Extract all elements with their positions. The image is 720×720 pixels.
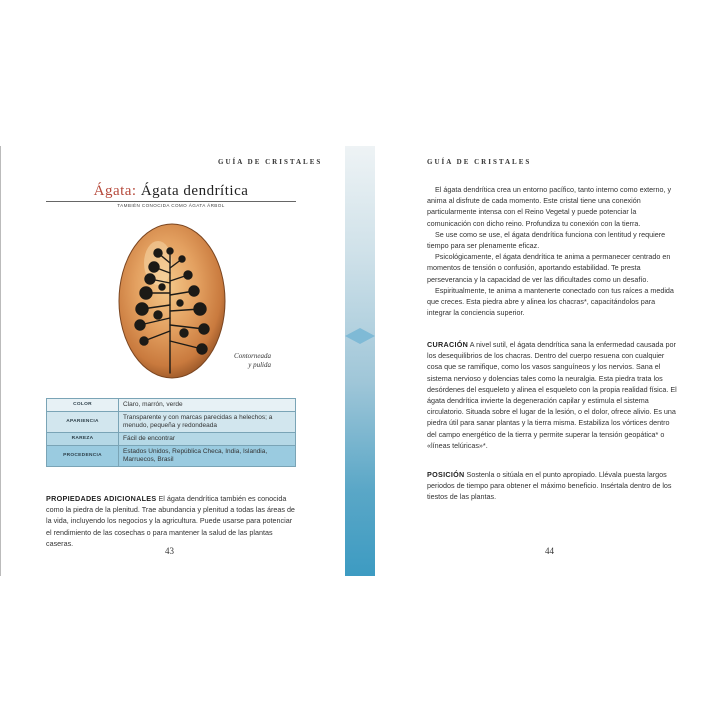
additional-text: El ágata dendrítica también es conocida como la piedra de la plenitud. Trae abundancia y plenitud a todas las áreas de la vida, incluyendo los negocios y la agricultura. Puede usarse para potenciar el rendimiento de las cosechas o para mantener la salud de las plantas caseras. xyxy=(46,494,295,548)
page-title xyxy=(46,182,296,202)
right-page xyxy=(375,146,720,576)
properties-table xyxy=(46,398,296,467)
gutter-band xyxy=(345,146,375,576)
property-label: RAREZA xyxy=(47,433,119,446)
healing-section xyxy=(427,339,677,451)
property-label: COLOR xyxy=(47,399,119,412)
property-value: Claro, marrón, verde xyxy=(119,399,296,412)
property-label: PROCEDENCIA xyxy=(47,446,119,467)
image-caption: Contorneada y pulida xyxy=(234,352,271,369)
intro-text: El ágata dendrítica crea un entorno pacífico, tanto interno como externo, y anima al disfrute de cada momento. Este cristal tiene una conexión particularmente intensa con el Reino Vegetal y puede potenciar la comunicación con dicho reino. Profundiza tu conexión con la tierra. Se use como se use, el ágata dendrítica funciona con lentitud y requiere tiempo para ser plenamente eficaz. Psicológicamente, el ágata dendrítica te anima a permanecer centrado en momentos de tensión o confusión, aportando estabilidad. Te presta perseverancia y la capacidad de ver las dificultades como un desafío. Espiritualmente, te anima a mantenerte conectado con tus raíces a medida que creces. Esta piedra abre y alinea los chacras*, capacitándolos para integrar la conciencia superior. xyxy=(427,185,674,318)
property-label: APARIENCIA xyxy=(47,412,119,433)
left-running-head: GUÍA DE CRISTALES xyxy=(218,158,323,166)
title-main: Ágata dendrítica xyxy=(140,183,249,199)
table-row xyxy=(47,399,296,412)
title-prefix: Ágata: xyxy=(93,183,137,199)
position-text: Sostenla o sitúala en el punto apropiado. Llévala puesta largos periodos de tiempo para obtener el máximo beneficio. Insértala dentro de los tiestos de las plantas. xyxy=(427,470,672,502)
page-number-left: 43 xyxy=(165,546,174,556)
table-row xyxy=(47,412,296,433)
page-number-right: 44 xyxy=(545,546,554,556)
diamond-ornament-icon xyxy=(345,328,375,344)
position-lead: POSICIÓN xyxy=(427,470,465,479)
healing-lead: CURACIÓN xyxy=(427,340,469,349)
property-value: Transparente y con marcas parecidas a helechos; a menudo, pequeña y redondeada xyxy=(119,412,296,433)
table-row xyxy=(47,433,296,446)
additional-lead: PROPIEDADES ADICIONALES xyxy=(46,494,157,503)
right-running-head: GUÍA DE CRISTALES xyxy=(427,158,532,166)
healing-text: A nivel sutil, el ágata dendrítica sana la enfermedad causada por los desequilibrios de los chacras. Dentro del cuerpo resuena con cualquier cosa que se ramifique, como los vasos sanguíneos y los nervios. Sana el sistema nervioso y dolencias tales como la neuralgia. Esta piedra trata los desórdenes del esqueleto y alinea el esqueleto con la propia realidad física. El ágata dendrítica invierte la degeneración capilar y estimula el sistema circulatorio. Situada sobre el lugar de la lesión, o el dolor, ofrece alivio. Es una piedra útil para sanar plantas y la tierra misma. Estabiliza los vórtices dentro del campo energético de la tierra y permite superar la tensión geopática* o «líneas telúricas»*. xyxy=(427,340,677,450)
additional-properties xyxy=(46,493,296,549)
table-row xyxy=(47,446,296,467)
position-section xyxy=(427,469,677,503)
page-subtitle: TAMBIÉN CONOCIDA COMO ÁGATA ÁRBOL xyxy=(117,203,225,208)
property-value: Fácil de encontrar xyxy=(119,433,296,446)
book-spread xyxy=(0,146,720,576)
left-page xyxy=(0,146,345,576)
property-value: Estados Unidos, República Checa, India, Islandia, Marruecos, Brasil xyxy=(119,446,296,467)
dendritic-agate-image xyxy=(118,223,226,379)
